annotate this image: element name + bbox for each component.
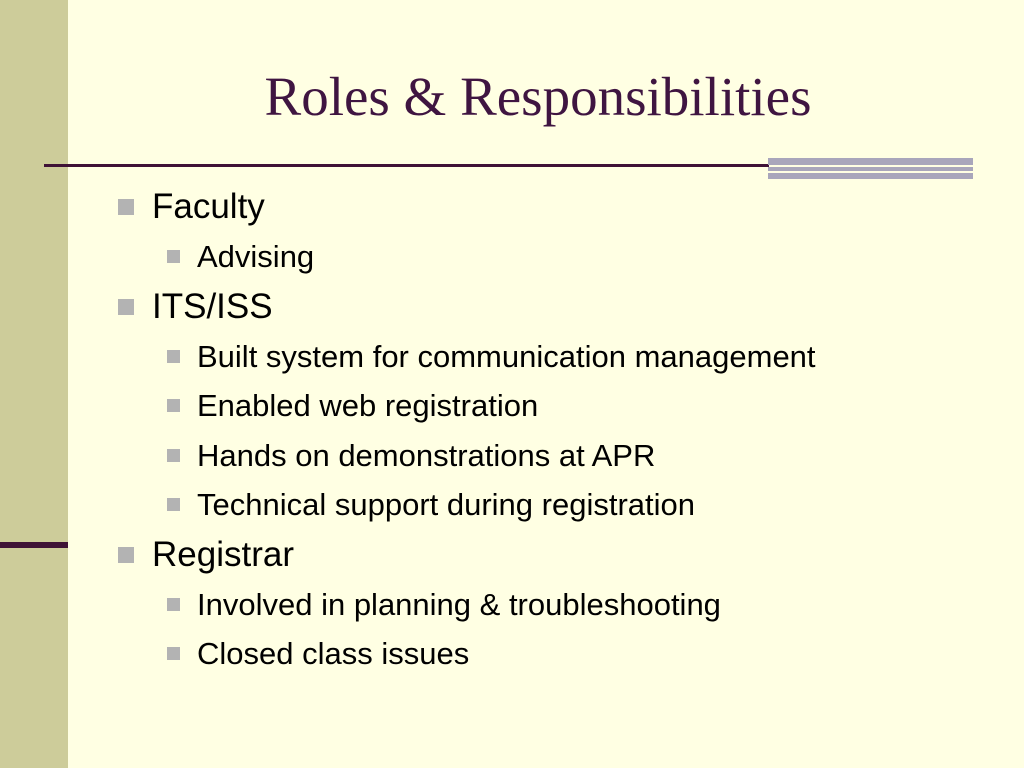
sub-bullet-item [115, 332, 995, 382]
bullet-label: Registrar [152, 534, 294, 574]
square-bullet-icon [167, 449, 180, 462]
left-sidebar-band [0, 0, 68, 768]
bullet-label: Faculty [152, 187, 265, 226]
square-bullet-icon [167, 350, 180, 363]
square-bullet-icon [167, 250, 180, 263]
square-bullet-icon [167, 498, 180, 511]
sub-bullet-item [115, 580, 995, 630]
bullet-item-registrar [115, 530, 995, 580]
sub-bullet-label: Advising [197, 239, 315, 274]
sub-bullet-item [115, 480, 995, 530]
bullet-item-faculty [115, 182, 995, 232]
sub-bullet-label: Built system for communication management [197, 338, 816, 374]
square-bullet-icon [118, 299, 134, 315]
decorative-accent-bars [768, 158, 973, 180]
sub-bullet-label: Hands on demonstrations at APR [197, 437, 656, 473]
left-accent-line [0, 542, 68, 548]
bullet-list [115, 182, 995, 679]
square-bullet-icon [167, 647, 180, 660]
accent-bar [768, 167, 973, 171]
sub-bullet-item [115, 431, 995, 481]
square-bullet-icon [118, 199, 134, 215]
accent-bar [768, 173, 973, 179]
square-bullet-icon [167, 598, 180, 611]
sub-bullet-label: Technical support during registration [197, 487, 695, 522]
accent-bar [768, 158, 973, 165]
sub-bullet-label: Closed class issues [197, 636, 470, 671]
sub-bullet-item [115, 381, 995, 431]
title-underline [44, 164, 769, 167]
sub-bullet-label: Involved in planning & troubleshooting [197, 586, 721, 622]
sub-bullet-item [115, 232, 995, 282]
bullet-item-its-iss [115, 282, 995, 332]
bullet-label: ITS/ISS [152, 286, 273, 326]
slide-title: Roles & Responsibilities [264, 66, 812, 127]
square-bullet-icon [167, 399, 180, 412]
square-bullet-icon [118, 547, 134, 563]
sub-bullet-item [115, 629, 995, 679]
sub-bullet-label: Enabled web registration [197, 388, 539, 423]
